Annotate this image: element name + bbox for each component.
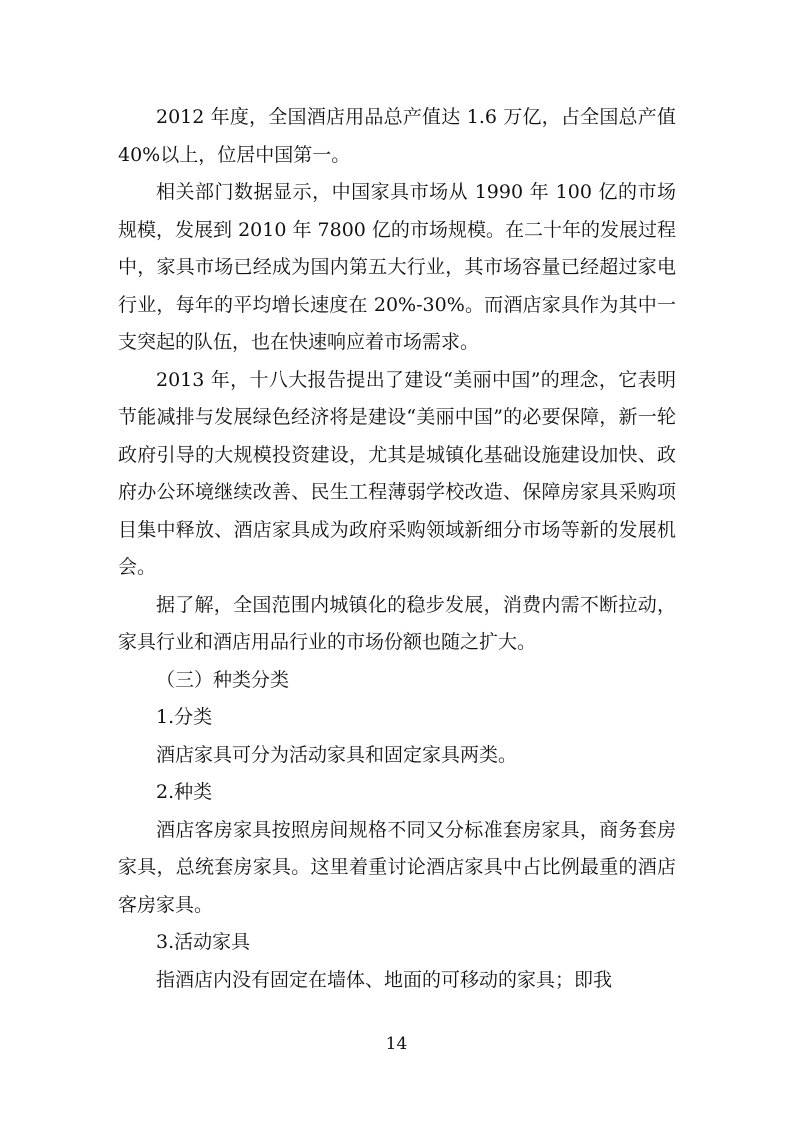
paragraph-beautiful-china: 2013 年，十八大报告提出了建设“美丽中国”的理念，它表明节能减排与发展绿色经济将是建设“美丽中国”的必要保障，新一轮政府引导的大规模投资建设，尤其是城镇化基础设施建设加快、政府办公环境继续改善、民生工程薄弱学校改造、保障房家具采购项目集中释放、酒店家具成为政府采购领域新细分市场等新的发展机会。 [118,368,676,578]
subheading-movable-furniture: 3.活动家具 [156,931,251,953]
section-heading: （三）种类分类 [156,668,290,691]
subheading-classification: 1.分类 [156,706,213,728]
page-number: 14 [385,1034,408,1054]
paragraph-output-value: 2012 年度，全国酒店用品总产值达 1.6 万亿，占全国总产值 40%以上，位居中国第一。 [118,106,676,166]
subheading-types: 2.种类 [156,781,213,803]
paragraph-types: 酒店客房家具按照房间规格不同又分标准套房家具，商务套房家具，总统套房家具。这里着重讨论酒店家具中占比例最重的酒店客房家具。 [118,818,676,916]
paragraph-urbanization: 据了解，全国范围内城镇化的稳步发展，消费内需不断拉动，家具行业和酒店用品行业的市场份额也随之扩大。 [118,593,676,653]
paragraph-movable-furniture: 指酒店内没有固定在墙体、地面的可移动的家具；即我 [156,968,613,991]
body-text [118,99,676,999]
paragraph-classification: 酒店家具可分为活动家具和固定家具两类。 [156,743,518,766]
paragraph-furniture-market: 相关部门数据显示，中国家具市场从 1990 年 100 亿的市场规模，发展到 2010 年 7800 亿的市场规模。在二十年的发展过程中，家具市场已经成为国内第五大行业，其市场容量已经超过家电行业，每年的平均增长速度在 20%-30%。而酒店家具作为其中一支突起的队伍，也在快速响应着市场需求。 [118,181,676,353]
